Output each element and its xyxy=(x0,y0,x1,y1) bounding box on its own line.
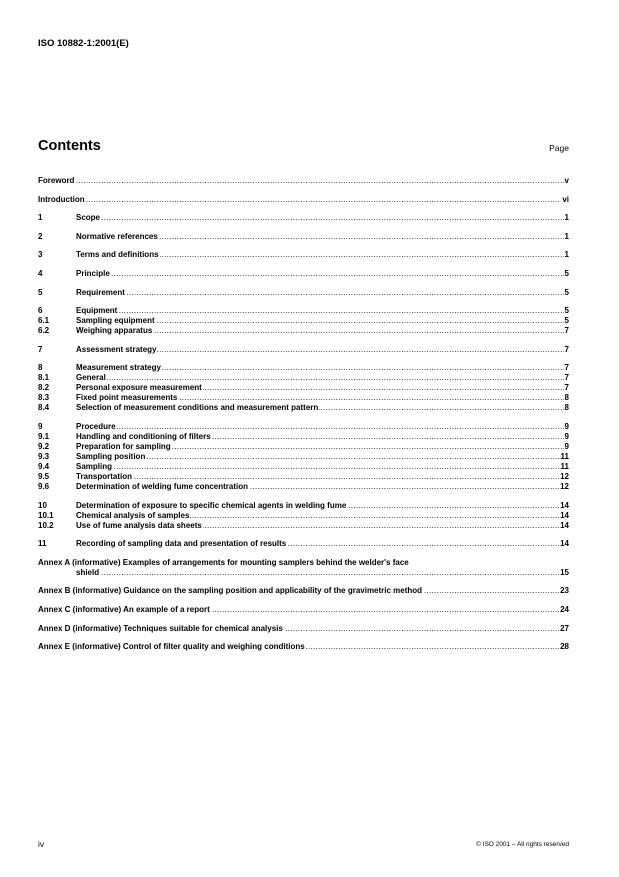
toc-entry-title: Terms and definitions xyxy=(76,250,159,260)
toc-entry-number: 10 xyxy=(38,500,47,510)
annex-title: Guidance on the sampling position and applicability of the gravimetric method xyxy=(123,586,423,596)
dot-leader xyxy=(38,195,569,205)
toc-entry-number: 6.1 xyxy=(38,316,50,326)
toc-entry-title: Foreword xyxy=(38,176,75,185)
toc-entry-page: 5 xyxy=(564,268,569,278)
dot-leader xyxy=(38,269,569,279)
annex-entry[interactable] xyxy=(38,586,569,596)
toc-entry-title: Chemical analysis of samples xyxy=(76,510,190,520)
toc-entry-title: Fixed point measurements xyxy=(76,393,178,403)
toc-entry-page: 1 xyxy=(564,213,569,223)
toc-entry-page: 7 xyxy=(564,383,569,393)
toc-spacer xyxy=(38,260,569,269)
toc-entry-text xyxy=(38,422,117,431)
toc-spacer xyxy=(38,223,569,232)
toc-entry[interactable] xyxy=(38,288,569,298)
toc-entry[interactable] xyxy=(38,511,569,521)
toc-entry-number: 10.2 xyxy=(38,520,54,530)
annex-page: 27 xyxy=(560,623,569,633)
toc-entry-page: 9 xyxy=(564,441,569,451)
toc-entry-title: Procedure xyxy=(76,421,116,431)
annex-title: shield xyxy=(38,568,100,577)
toc-entry[interactable] xyxy=(38,232,569,242)
toc-entry-number: 8.4 xyxy=(38,403,50,413)
toc-entry-text xyxy=(38,326,153,335)
toc-entry-page: 11 xyxy=(560,461,569,471)
toc-entry[interactable] xyxy=(38,462,569,472)
dot-leader xyxy=(38,422,569,432)
toc-entry-text xyxy=(38,482,249,491)
toc-entry-text xyxy=(38,501,347,510)
toc-entry[interactable] xyxy=(38,316,569,326)
toc-spacer xyxy=(38,242,569,251)
toc-entry-number: 3 xyxy=(38,250,43,260)
toc-spacer xyxy=(38,186,569,195)
annex-page: 15 xyxy=(560,567,569,577)
toc-entry-title: Principle xyxy=(76,268,110,278)
toc-entry-text xyxy=(38,472,133,481)
toc-spacer xyxy=(38,578,569,587)
toc-entry-number: 6.2 xyxy=(38,326,50,336)
toc-entry[interactable] xyxy=(38,326,569,336)
annex-title: An example of a report xyxy=(123,604,210,614)
toc-entry-title: Determination of welding fume concentration xyxy=(76,481,249,491)
toc-entry-page: 5 xyxy=(564,287,569,297)
toc-entry-page: v xyxy=(564,176,569,185)
toc-entry[interactable] xyxy=(38,213,569,223)
toc-entry-number: 9 xyxy=(38,421,43,431)
toc-entry-title: Assessment strategy xyxy=(76,344,157,354)
toc-entry-text xyxy=(38,432,212,441)
toc-entry-text xyxy=(38,232,159,241)
toc-entry-page: 9 xyxy=(564,431,569,441)
toc-entry-number: 9.6 xyxy=(38,481,50,491)
dot-leader xyxy=(38,176,569,186)
toc-entry-number: 4 xyxy=(38,268,43,278)
toc-entry-text xyxy=(38,269,111,278)
annex-entry-text xyxy=(38,605,211,614)
toc-entry[interactable] xyxy=(38,393,569,403)
toc-entry[interactable] xyxy=(38,363,569,373)
toc-entry[interactable] xyxy=(38,452,569,462)
dot-leader xyxy=(38,213,569,223)
toc-entry-page: 11 xyxy=(560,451,569,461)
toc-entry[interactable] xyxy=(38,383,569,393)
footer-copyright: © ISO 2001 – All rights reserved xyxy=(476,841,569,848)
toc-spacer xyxy=(38,413,569,422)
toc-entry-number: 8 xyxy=(38,363,43,373)
toc-entry-page: 14 xyxy=(560,500,569,510)
annex-entry-continuation[interactable] xyxy=(38,568,569,578)
toc-entry-text xyxy=(38,539,287,548)
table-of-contents xyxy=(38,176,569,652)
toc-entry[interactable] xyxy=(38,373,569,383)
toc-entry-title: Determination of exposure to specific chemical agents in welding fume xyxy=(76,500,347,510)
toc-entry-text xyxy=(38,213,101,222)
toc-entry-page: 8 xyxy=(564,403,569,413)
toc-entry-number: 5 xyxy=(38,287,43,297)
toc-entry-text xyxy=(38,345,157,354)
toc-entry-text xyxy=(38,521,203,530)
toc-entry-title: Handling and conditioning of filters xyxy=(76,431,211,441)
toc-entry[interactable] xyxy=(38,250,569,260)
annex-label: Annex E (informative) xyxy=(38,642,121,652)
toc-entry-text xyxy=(38,363,162,372)
toc-entry[interactable] xyxy=(38,306,569,316)
toc-entry-title: Use of fume analysis data sheets xyxy=(76,520,202,530)
toc-entry[interactable] xyxy=(38,176,569,186)
toc-entry-page: 1 xyxy=(564,231,569,241)
toc-entry-text xyxy=(38,176,75,185)
toc-entry-number: 9.2 xyxy=(38,441,50,451)
toc-entry-title: Measurement strategy xyxy=(76,363,161,373)
toc-entry-number: 8.2 xyxy=(38,383,50,393)
annex-page: 28 xyxy=(560,642,569,652)
toc-entry-page: 14 xyxy=(560,520,569,530)
toc-entry[interactable] xyxy=(38,539,569,549)
toc-spacer xyxy=(38,336,569,345)
annex-title: Control of filter quality and weighing conditions xyxy=(122,642,305,652)
toc-entry-title: General xyxy=(76,373,106,383)
toc-entry-title: Sampling equipment xyxy=(76,316,155,326)
document-id: ISO 10882-1:2001(E) xyxy=(38,38,129,49)
toc-entry-number: 10.1 xyxy=(38,510,54,520)
toc-entry-text xyxy=(38,511,190,520)
toc-entry-title: Normative references xyxy=(76,231,158,241)
dot-leader xyxy=(38,568,569,578)
toc-entry-page: 14 xyxy=(560,510,569,520)
toc-entry-page: 12 xyxy=(560,481,569,491)
dot-leader xyxy=(38,462,569,472)
toc-entry-page: 7 xyxy=(564,363,569,373)
toc-entry-number: 11 xyxy=(38,539,47,549)
toc-spacer xyxy=(38,531,569,540)
annex-entry[interactable] xyxy=(38,605,569,615)
toc-spacer xyxy=(38,205,569,214)
toc-entry-text xyxy=(38,393,178,402)
toc-entry[interactable] xyxy=(38,403,569,413)
toc-entry-title: Transportation xyxy=(76,471,133,481)
dot-leader xyxy=(38,373,569,383)
toc-entry-title: Sampling position xyxy=(76,451,146,461)
toc-entry-text xyxy=(38,316,156,325)
toc-entry-text xyxy=(38,195,86,204)
toc-entry-page: 7 xyxy=(564,344,569,354)
toc-entry-page: 8 xyxy=(564,393,569,403)
toc-entry-text xyxy=(38,452,146,461)
footer-page-number: iv xyxy=(38,839,45,849)
toc-entry-text xyxy=(38,288,126,297)
toc-entry-page: 1 xyxy=(564,250,569,260)
annex-page: 24 xyxy=(560,604,569,614)
toc-entry[interactable] xyxy=(38,521,569,531)
toc-entry-page: 9 xyxy=(564,421,569,431)
annex-title: Techniques suitable for chemical analysis xyxy=(123,623,283,633)
toc-entry-page: 5 xyxy=(564,306,569,316)
toc-entry-page: 14 xyxy=(560,539,569,549)
annex-label: Annex B (informative) xyxy=(38,586,122,596)
toc-spacer xyxy=(38,492,569,501)
toc-entry-title: Recording of sampling data and presentation of results xyxy=(76,539,287,549)
toc-entry-title: Preparation for sampling xyxy=(76,441,171,451)
toc-entry-page: 5 xyxy=(564,316,569,326)
toc-entry-number: 9.5 xyxy=(38,471,50,481)
toc-entry-number: 2 xyxy=(38,231,43,241)
toc-entry-page: vi xyxy=(562,194,569,204)
toc-spacer xyxy=(38,615,569,624)
toc-entry[interactable] xyxy=(38,472,569,482)
toc-entry-number: 6 xyxy=(38,306,43,316)
toc-entry-title: Requirement xyxy=(76,287,125,297)
toc-entry-text xyxy=(38,306,118,315)
annex-title: Examples of arrangements for mounting samplers behind the welder's face xyxy=(122,557,409,567)
toc-entry-page: 7 xyxy=(564,326,569,336)
toc-entry-text xyxy=(38,442,172,451)
toc-spacer xyxy=(38,549,569,558)
toc-entry-text xyxy=(38,373,107,382)
toc-entry-text xyxy=(38,403,319,412)
toc-entry-title: Equipment xyxy=(76,306,118,316)
toc-entry-page: 7 xyxy=(564,373,569,383)
toc-entry-text xyxy=(38,462,113,471)
annex-entry-text xyxy=(38,586,423,595)
toc-spacer xyxy=(38,634,569,643)
toc-entry-page: 12 xyxy=(560,471,569,481)
toc-entry-title: Weighing apparatus xyxy=(76,326,153,336)
annex-entry[interactable] xyxy=(38,642,569,652)
toc-entry[interactable] xyxy=(38,482,569,492)
toc-entry-title: Selection of measurement conditions and measurement pattern xyxy=(76,403,319,413)
toc-entry-number: 7 xyxy=(38,344,43,354)
annex-page: 23 xyxy=(560,586,569,596)
toc-entry-number: 9.3 xyxy=(38,451,50,461)
toc-entry-number: 9.1 xyxy=(38,431,50,441)
annex-entry-text xyxy=(38,642,306,651)
annex-entry[interactable] xyxy=(38,624,569,634)
contents-title: Contents xyxy=(38,138,101,154)
toc-entry[interactable] xyxy=(38,345,569,355)
annex-label: Annex C (informative) xyxy=(38,604,122,614)
toc-entry-title: Introduction xyxy=(38,194,85,204)
toc-entry-text xyxy=(38,250,160,259)
toc-entry[interactable] xyxy=(38,269,569,279)
annex-label: Annex D (informative) xyxy=(38,623,122,633)
toc-entry-number: 8.1 xyxy=(38,373,50,383)
page-column-label: Page xyxy=(549,143,569,153)
toc-spacer xyxy=(38,596,569,605)
toc-entry-number: 1 xyxy=(38,213,43,223)
toc-entry-number: 9.4 xyxy=(38,461,50,471)
toc-entry-title: Scope xyxy=(76,213,101,223)
toc-spacer xyxy=(38,279,569,288)
toc-entry-title: Sampling xyxy=(76,461,113,471)
toc-entry-text xyxy=(38,383,203,392)
toc-spacer xyxy=(38,298,569,307)
toc-entry-title: Personal exposure measurement xyxy=(76,383,202,393)
toc-spacer xyxy=(38,355,569,364)
toc-entry[interactable] xyxy=(38,432,569,442)
toc-entry[interactable] xyxy=(38,422,569,432)
toc-entry-number: 8.3 xyxy=(38,393,50,403)
toc-entry[interactable] xyxy=(38,442,569,452)
annex-label: Annex A (informative) xyxy=(38,557,121,567)
toc-entry[interactable] xyxy=(38,195,569,205)
annex-entry[interactable] xyxy=(38,558,569,568)
annex-entry-text xyxy=(38,624,284,633)
toc-entry[interactable] xyxy=(38,501,569,511)
